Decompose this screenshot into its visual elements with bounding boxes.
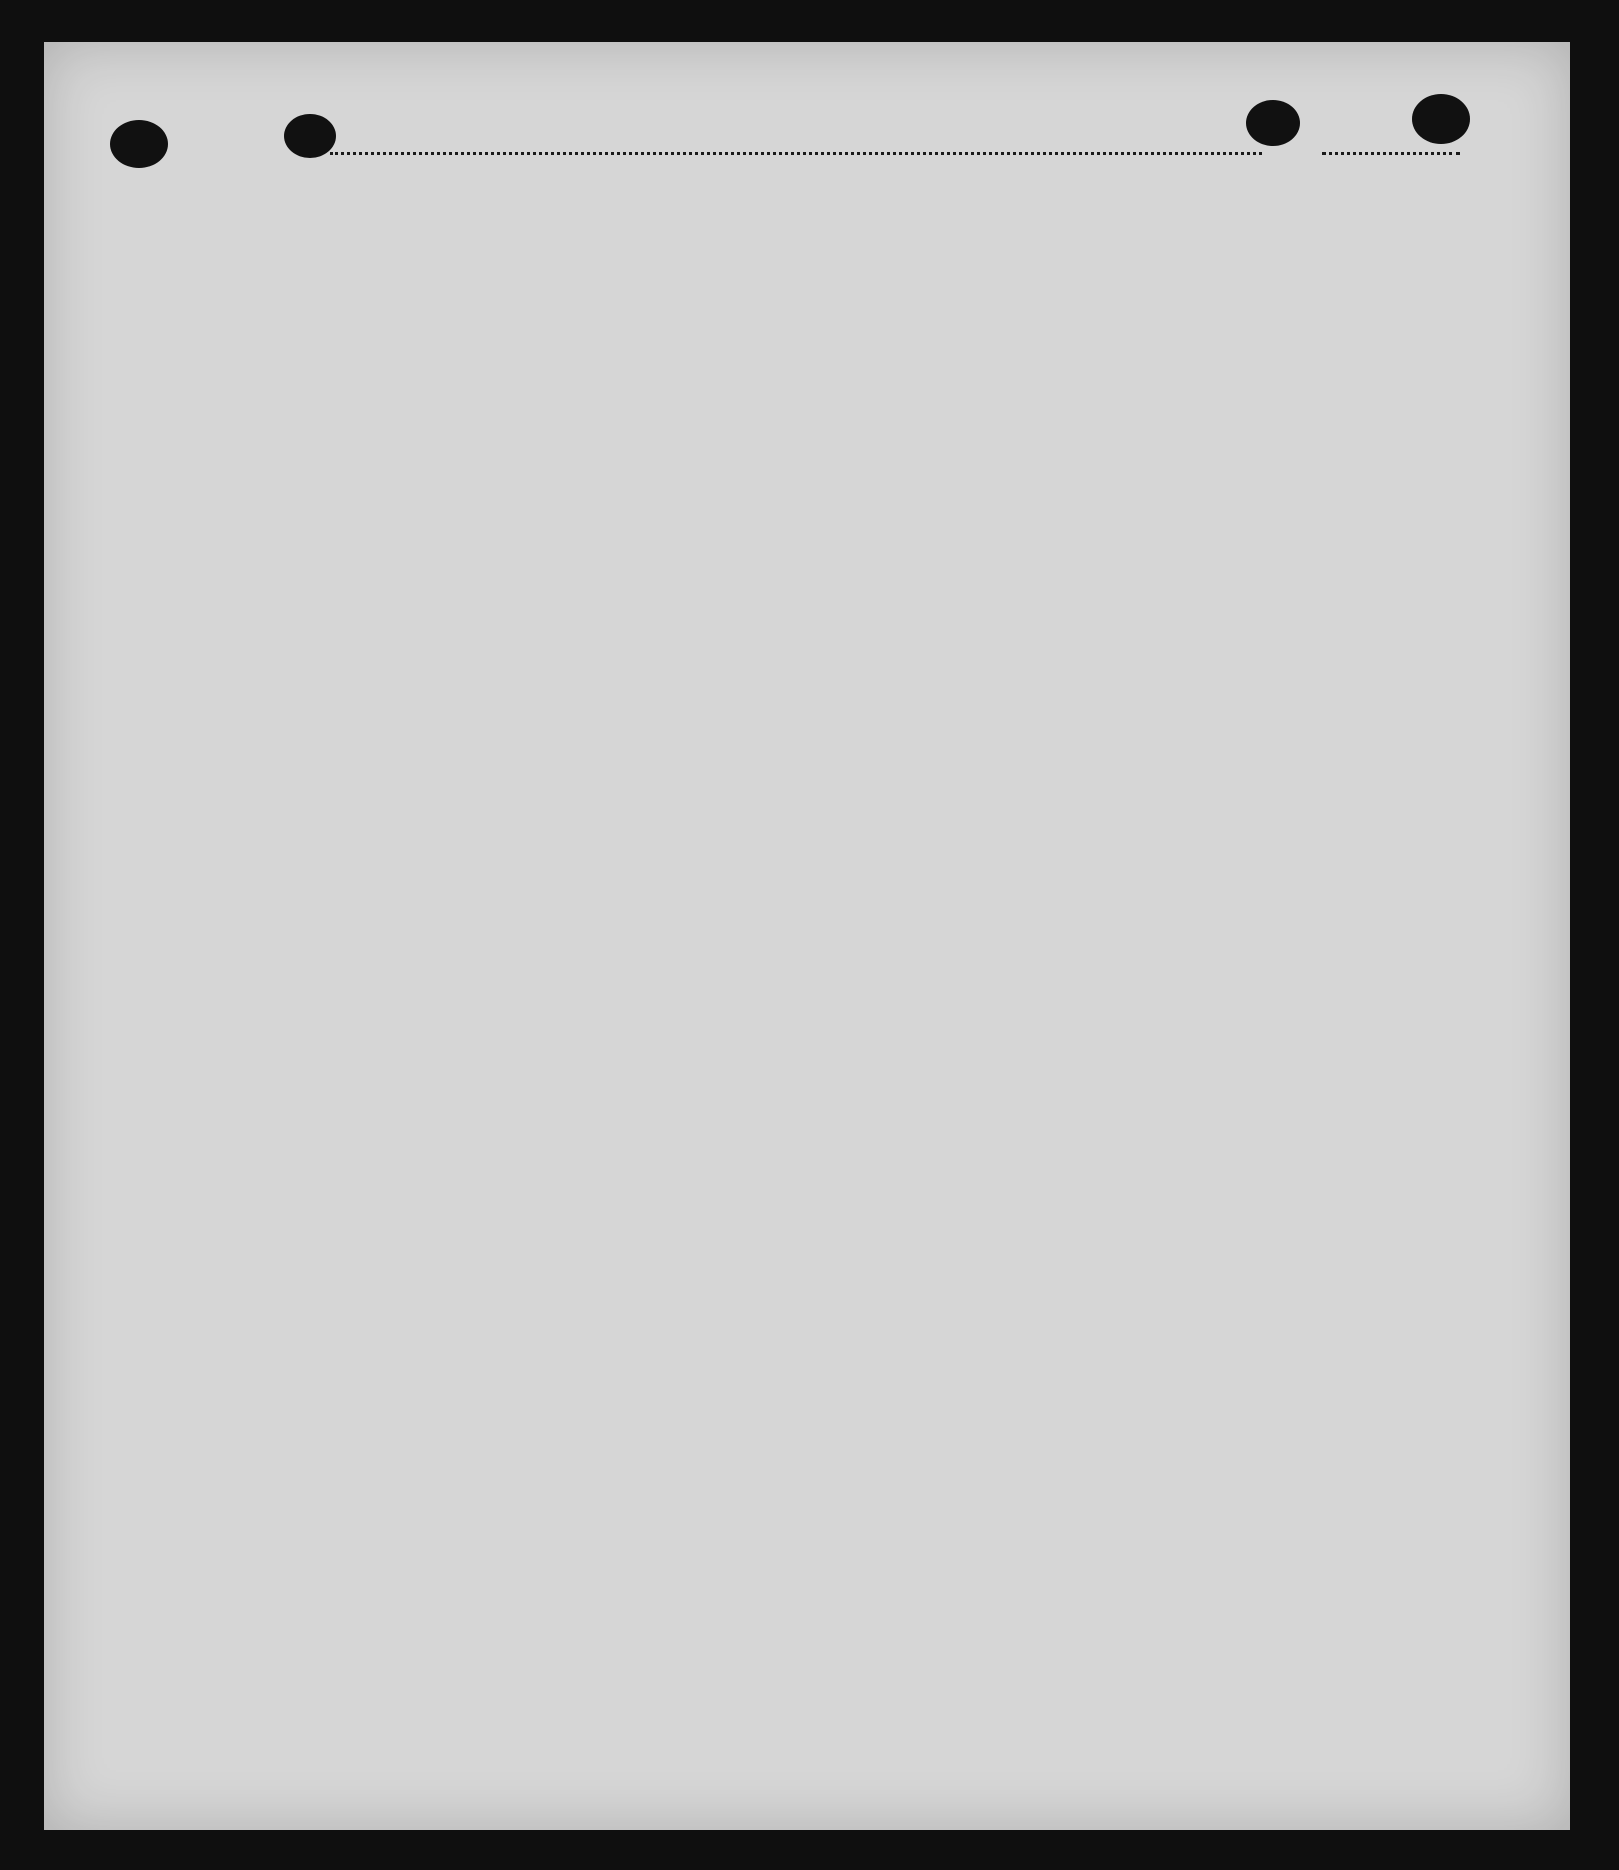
punch-hole-right-2 bbox=[1412, 94, 1470, 144]
form-sheet bbox=[44, 42, 1570, 1830]
punch-hole-left bbox=[110, 120, 168, 168]
year-fill-line bbox=[1322, 152, 1460, 155]
punch-hole-left-2 bbox=[284, 114, 336, 158]
punch-hole-right-1 bbox=[1246, 100, 1300, 146]
form-header bbox=[180, 128, 186, 158]
header-fill-line bbox=[330, 152, 1262, 155]
